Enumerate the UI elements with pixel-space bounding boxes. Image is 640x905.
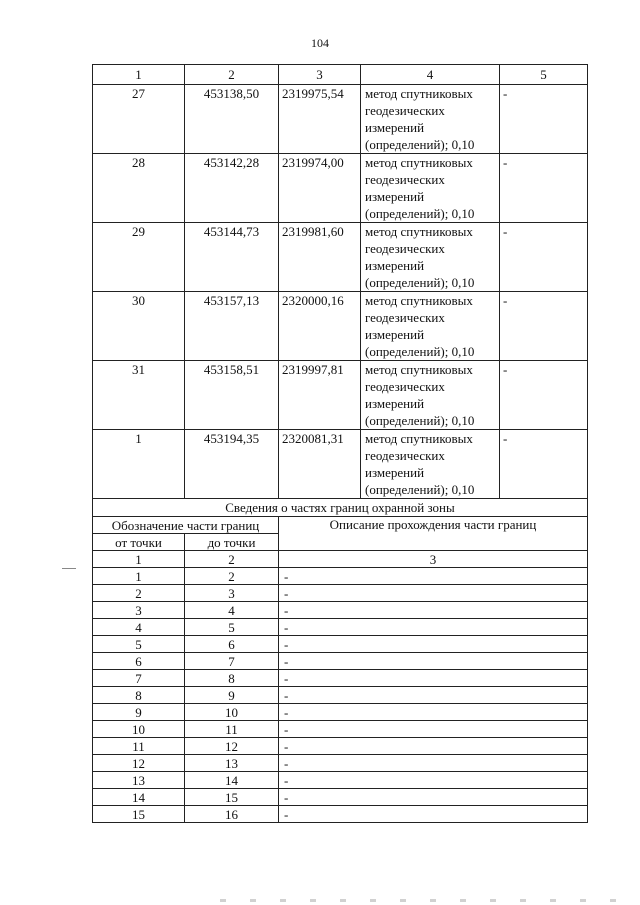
x-coordinate: 453194,35: [185, 430, 279, 499]
from-point: 4: [93, 619, 185, 636]
boundary-part-row: [93, 602, 588, 619]
designation-header: Обозначение части границ: [93, 517, 279, 534]
method-line: (определений); 0,10: [365, 275, 475, 290]
to-point: 3: [185, 585, 279, 602]
boundary-part-row: [93, 568, 588, 585]
to-point-header: до точки: [185, 534, 279, 551]
note: -: [500, 361, 588, 430]
method-line: измерений: [365, 189, 425, 204]
note: -: [500, 430, 588, 499]
boundary-part-row: [93, 806, 588, 823]
to-point: 4: [185, 602, 279, 619]
from-point: 10: [93, 721, 185, 738]
from-point: 13: [93, 772, 185, 789]
to-point: 6: [185, 636, 279, 653]
point-number: 1: [93, 430, 185, 499]
to-point: 12: [185, 738, 279, 755]
from-point: 6: [93, 653, 185, 670]
measurement-method: [361, 292, 500, 361]
method-line: (определений); 0,10: [365, 137, 475, 152]
from-point: 1: [93, 568, 185, 585]
coordinates-table-body: [93, 65, 588, 517]
column-index: 3: [279, 551, 588, 568]
boundary-part-row: [93, 619, 588, 636]
column-index: 2: [185, 551, 279, 568]
to-point: 15: [185, 789, 279, 806]
coordinate-row: [93, 292, 588, 361]
note: -: [500, 154, 588, 223]
y-coordinate: 2319981,60: [279, 223, 361, 292]
boundary-part-row: [93, 687, 588, 704]
coordinate-row: [93, 430, 588, 499]
method-line: геодезических: [365, 448, 445, 463]
part-description: -: [279, 772, 588, 789]
x-coordinate: 453158,51: [185, 361, 279, 430]
boundary-part-row: [93, 670, 588, 687]
column-index: 1: [93, 65, 185, 85]
coordinate-row: [93, 223, 588, 292]
point-number: 28: [93, 154, 185, 223]
x-coordinate: 453157,13: [185, 292, 279, 361]
to-point: 13: [185, 755, 279, 772]
boundary-part-row: [93, 789, 588, 806]
boundary-part-row: [93, 653, 588, 670]
column-index: 3: [279, 65, 361, 85]
part-description: -: [279, 704, 588, 721]
measurement-method: [361, 361, 500, 430]
x-coordinate: 453142,28: [185, 154, 279, 223]
method-line: (определений); 0,10: [365, 206, 475, 221]
from-point: 11: [93, 738, 185, 755]
point-number: 29: [93, 223, 185, 292]
y-coordinate: 2319975,54: [279, 85, 361, 154]
measurement-method: [361, 154, 500, 223]
from-point: 9: [93, 704, 185, 721]
to-point: 10: [185, 704, 279, 721]
part-description: -: [279, 653, 588, 670]
boundary-parts-table: [92, 516, 588, 823]
to-point: 8: [185, 670, 279, 687]
method-line: (определений); 0,10: [365, 344, 475, 359]
y-coordinate: 2319974,00: [279, 154, 361, 223]
note: -: [500, 85, 588, 154]
boundary-part-row: [93, 772, 588, 789]
method-line: геодезических: [365, 241, 445, 256]
column-index-row: [93, 551, 588, 568]
part-description: -: [279, 755, 588, 772]
boundary-part-row: [93, 704, 588, 721]
part-description: -: [279, 806, 588, 823]
part-description: -: [279, 670, 588, 687]
from-point: 8: [93, 687, 185, 704]
page-number: 104: [311, 36, 329, 50]
point-number: 30: [93, 292, 185, 361]
method-line: измерений: [365, 396, 425, 411]
method-line: геодезических: [365, 172, 445, 187]
measurement-method: [361, 223, 500, 292]
margin-mark: [62, 568, 76, 569]
to-point: 9: [185, 687, 279, 704]
method-line: метод спутниковых: [365, 86, 473, 101]
method-line: метод спутниковых: [365, 431, 473, 446]
part-description: -: [279, 568, 588, 585]
point-number: 27: [93, 85, 185, 154]
from-point: 14: [93, 789, 185, 806]
to-point: 5: [185, 619, 279, 636]
method-line: измерений: [365, 327, 425, 342]
column-index: 4: [361, 65, 500, 85]
point-number: 31: [93, 361, 185, 430]
part-description: -: [279, 721, 588, 738]
from-point-header: от точки: [93, 534, 185, 551]
method-line: измерений: [365, 120, 425, 135]
description-header: Описание прохождения части границ: [279, 517, 588, 551]
from-point: 12: [93, 755, 185, 772]
note: -: [500, 223, 588, 292]
y-coordinate: 2319997,81: [279, 361, 361, 430]
x-coordinate: 453144,73: [185, 223, 279, 292]
x-coordinate: 453138,50: [185, 85, 279, 154]
part-description: -: [279, 738, 588, 755]
to-point: 16: [185, 806, 279, 823]
method-line: геодезических: [365, 379, 445, 394]
section-title-row: [93, 499, 588, 517]
column-index-row: [93, 65, 588, 85]
column-index: 5: [500, 65, 588, 85]
boundary-part-row: [93, 721, 588, 738]
y-coordinate: 2320081,31: [279, 430, 361, 499]
from-point: 2: [93, 585, 185, 602]
column-index: 1: [93, 551, 185, 568]
coordinate-row: [93, 85, 588, 154]
method-line: метод спутниковых: [365, 155, 473, 170]
designation-header-row: [93, 517, 588, 534]
method-line: измерений: [365, 465, 425, 480]
boundary-part-row: [93, 738, 588, 755]
to-point: 2: [185, 568, 279, 585]
coordinates-table: [92, 64, 588, 517]
method-line: геодезических: [365, 103, 445, 118]
boundary-part-row: [93, 636, 588, 653]
from-point: 3: [93, 602, 185, 619]
to-point: 7: [185, 653, 279, 670]
part-description: -: [279, 636, 588, 653]
part-description: -: [279, 789, 588, 806]
coordinate-row: [93, 154, 588, 223]
from-point: 5: [93, 636, 185, 653]
method-line: метод спутниковых: [365, 293, 473, 308]
part-description: -: [279, 687, 588, 704]
y-coordinate: 2320000,16: [279, 292, 361, 361]
to-point: 11: [185, 721, 279, 738]
scan-artifact: [220, 899, 640, 902]
measurement-method: [361, 85, 500, 154]
part-description: -: [279, 619, 588, 636]
boundary-parts-table-body: [93, 517, 588, 823]
to-point: 14: [185, 772, 279, 789]
part-description: -: [279, 602, 588, 619]
method-line: метод спутниковых: [365, 224, 473, 239]
method-line: измерений: [365, 258, 425, 273]
method-line: (определений); 0,10: [365, 482, 475, 497]
measurement-method: [361, 430, 500, 499]
column-index: 2: [185, 65, 279, 85]
part-description: -: [279, 585, 588, 602]
boundary-part-row: [93, 585, 588, 602]
boundary-part-row: [93, 755, 588, 772]
from-point: 15: [93, 806, 185, 823]
method-line: геодезических: [365, 310, 445, 325]
section-title: Сведения о частях границ охранной зоны: [93, 499, 588, 517]
method-line: метод спутниковых: [365, 362, 473, 377]
note: -: [500, 292, 588, 361]
method-line: (определений); 0,10: [365, 413, 475, 428]
coordinate-row: [93, 361, 588, 430]
from-point: 7: [93, 670, 185, 687]
